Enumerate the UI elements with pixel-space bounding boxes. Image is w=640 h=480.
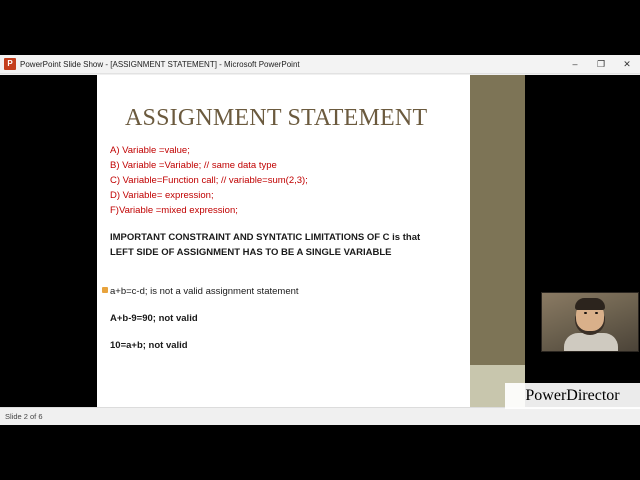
slide-note-line: LEFT SIDE OF ASSIGNMENT HAS TO BE A SINGLE VARIABLE — [110, 247, 392, 258]
slide-example-text: a+b=c-d; is not a valid assignment statement — [110, 286, 299, 297]
close-button[interactable]: ✕ — [623, 59, 631, 69]
slide-note-line: IMPORTANT CONSTRAINT AND SYNTATIC LIMITATIONS OF C is that — [110, 232, 421, 243]
letterbox-top — [0, 0, 640, 55]
webcam-person-eye-left — [584, 312, 587, 314]
spacer — [110, 326, 460, 338]
slide-example-line: 10=a+b; not valid — [110, 340, 188, 351]
status-bar — [0, 407, 640, 425]
slide-line: D) Variable= expression; — [110, 190, 214, 201]
slide-line: B) Variable =Variable; // same data type — [110, 160, 277, 171]
webcam-person-hair — [575, 298, 605, 310]
slide-title: ASSIGNMENT STATEMENT — [125, 105, 428, 131]
window-title-bar — [0, 55, 640, 74]
window-title: PowerPoint Slide Show - [ASSIGNMENT STATEMENT] - Microsoft PowerPoint — [20, 59, 300, 69]
right-olive-rail — [470, 75, 525, 365]
spacer — [110, 218, 460, 230]
spacer — [110, 299, 460, 311]
bullet-icon — [102, 287, 108, 293]
letterbox-bottom — [0, 425, 640, 480]
powerpoint-icon: P — [4, 58, 16, 70]
webcam-overlay — [541, 292, 639, 352]
powerpoint-window — [0, 55, 640, 425]
minimize-button[interactable]: – — [572, 59, 578, 69]
webcam-person-eye-right — [595, 312, 598, 314]
spacer — [110, 260, 460, 272]
slide-canvas[interactable] — [97, 75, 470, 407]
spacer — [110, 272, 460, 284]
webcam-person-body — [564, 333, 618, 352]
webcam-person-face — [581, 308, 599, 322]
maximize-button[interactable]: ❐ — [596, 59, 606, 69]
slideshow-work-area — [0, 75, 640, 407]
window-controls — [562, 55, 640, 73]
slide-indicator: Slide 2 of 6 — [5, 412, 43, 421]
slide-example-line: A+b-9=90; not valid — [110, 313, 198, 324]
left-black-rail — [0, 75, 97, 407]
slide-example-line — [110, 284, 460, 299]
right-black-rail — [525, 75, 640, 407]
slide-line: C) Variable=Function call; // variable=sum(2,3); — [110, 175, 308, 186]
slide-line: A) Variable =value; — [110, 145, 190, 156]
slide-line: F)Variable =mixed expression; — [110, 205, 238, 216]
powerdirector-watermark: PowerDirector — [505, 383, 640, 409]
slide-body — [110, 143, 460, 353]
